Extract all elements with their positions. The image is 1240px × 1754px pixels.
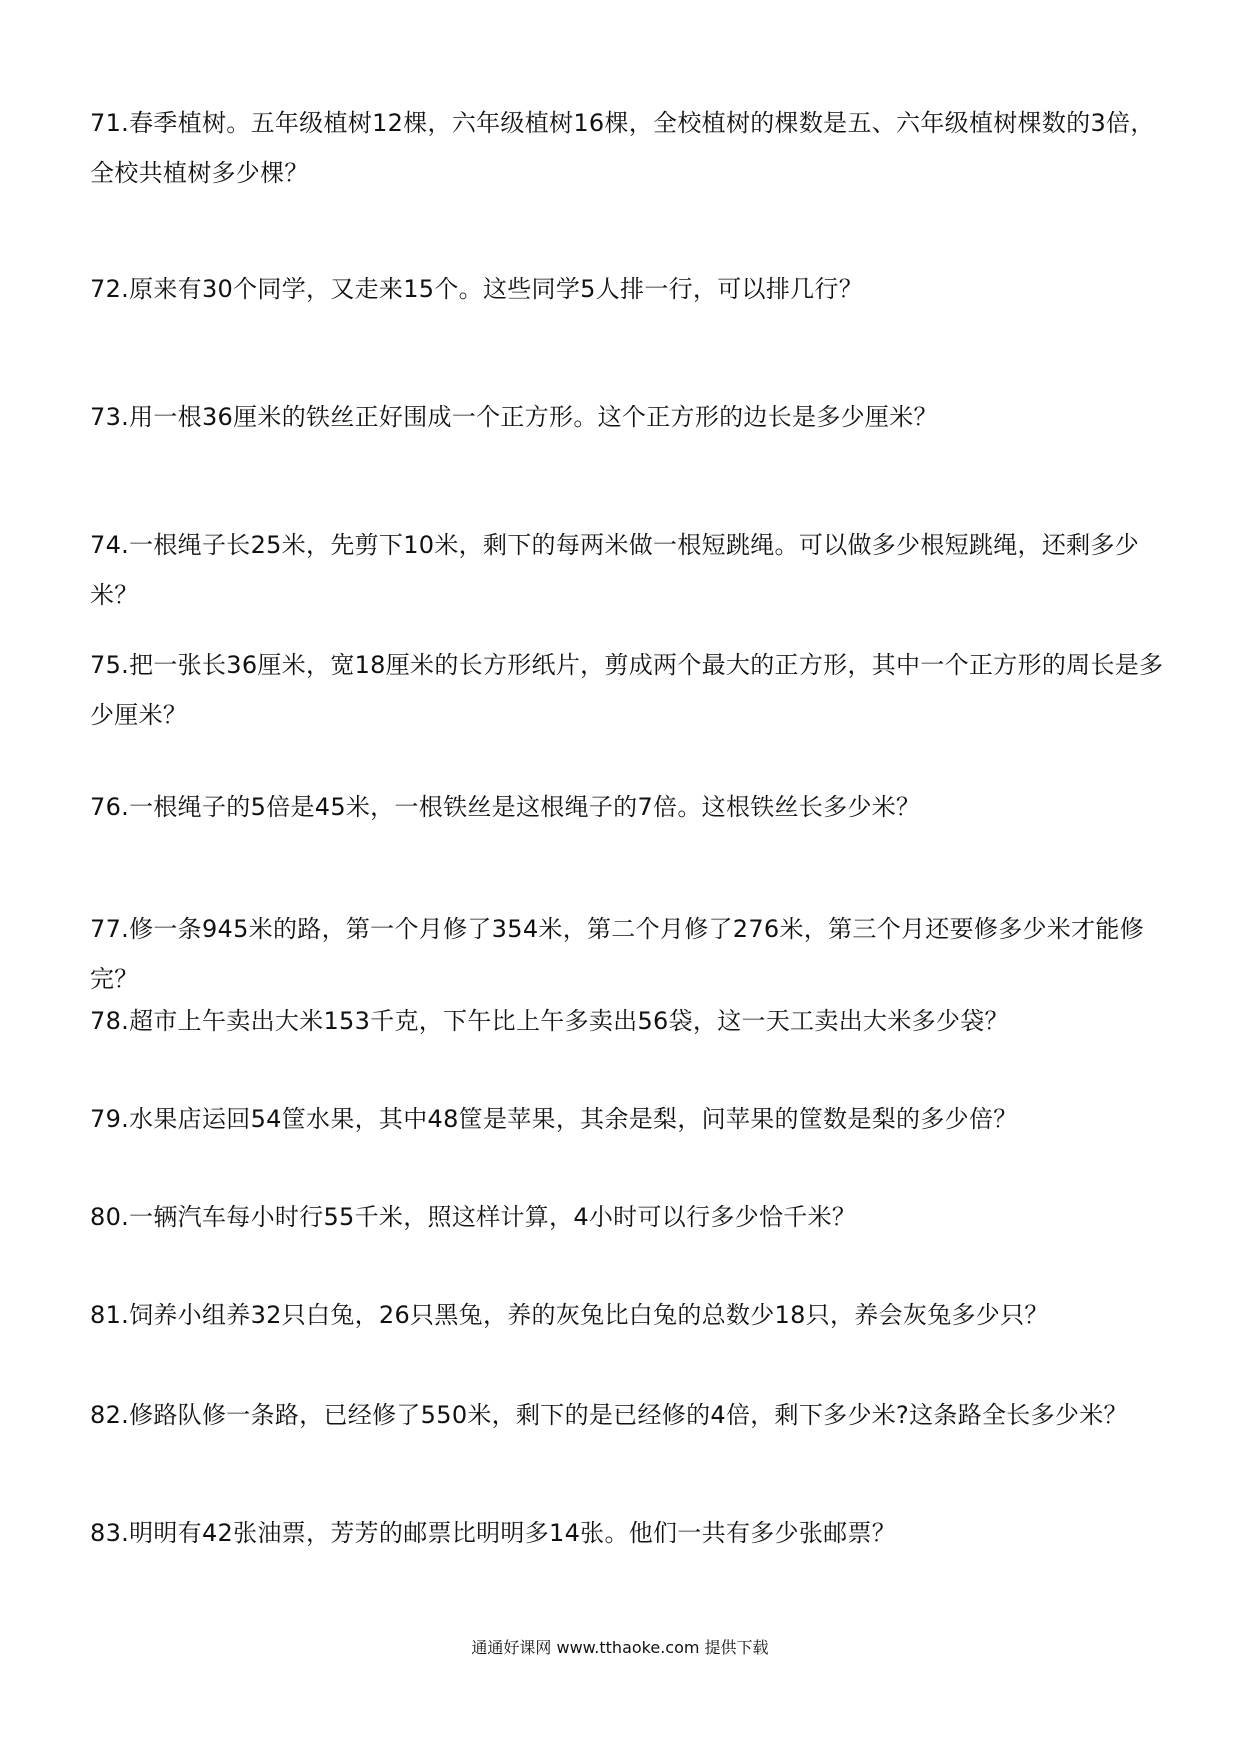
problem-number: 83.	[90, 1519, 130, 1547]
problem-78	[90, 996, 1170, 1046]
problem-number: 79.	[90, 1105, 130, 1133]
problem-number: 80.	[90, 1203, 130, 1231]
problem-74	[90, 520, 1170, 620]
problem-82	[90, 1390, 1170, 1440]
problem-number: 77.	[90, 915, 130, 943]
problem-text: 用一根36厘米的铁丝正好围成一个正方形。这个正方形的边长是多少厘米？	[129, 403, 938, 431]
problem-79	[90, 1094, 1170, 1144]
problem-text: 一根绳子长25米，先剪下10米，剩下的每两米做一根短跳绳。可以做多少根短跳绳，还剩多少米？	[90, 531, 1140, 609]
problem-text: 水果店运回54筐水果，其中48筐是苹果，其余是梨，问苹果的筐数是梨的多少倍？	[129, 1105, 1018, 1133]
problem-71	[90, 98, 1170, 198]
problem-text: 一辆汽车每小时行55千米，照这样计算，4小时可以行多少恰千米？	[129, 1203, 857, 1231]
problem-text: 原来有30个同学，又走来15个。这些同学5人排一行，可以排几行？	[129, 275, 864, 303]
problem-77	[90, 904, 1170, 1004]
problem-text: 超市上午卖出大米153千克，下午比上午多卖出56袋，这一天工卖出大米多少袋？	[129, 1007, 1009, 1035]
problem-80	[90, 1192, 1170, 1242]
problem-text: 修路队修一条路，已经修了550米，剩下的是已经修的4倍，剩下多少米?这条路全长多少米？	[129, 1401, 1128, 1429]
problem-83	[90, 1508, 1170, 1558]
problem-text: 明明有42张油票，芳芳的邮票比明明多14张。他们一共有多少张邮票？	[129, 1519, 897, 1547]
problem-text: 把一张长36厘米，宽18厘米的长方形纸片，剪成两个最大的正方形，其中一个正方形的周长是多少厘米？	[90, 651, 1164, 729]
problem-73	[90, 392, 1170, 442]
problem-number: 81.	[90, 1301, 130, 1329]
problem-number: 75.	[90, 651, 130, 679]
problem-number: 73.	[90, 403, 130, 431]
page-footer: 通通好课网 www.tthaoke.com 提供下载	[471, 1638, 769, 1657]
problem-75	[90, 640, 1170, 740]
problem-text: 春季植树。五年级植树12棵，六年级植树16棵，全校植树的棵数是五、六年级植树棵数的3倍，全校共植树多少棵？	[90, 109, 1155, 187]
problem-number: 82.	[90, 1401, 130, 1429]
problem-72	[90, 264, 1170, 314]
problem-number: 74.	[90, 531, 130, 559]
problem-text: 一根绳子的5倍是45米，一根铁丝是这根绳子的7倍。这根铁丝长多少米？	[129, 793, 921, 821]
problem-number: 71.	[90, 109, 130, 137]
problem-text: 修一条945米的路，第一个月修了354米，第二个月修了276米，第三个月还要修多少米才能修完？	[90, 915, 1145, 993]
problem-number: 72.	[90, 275, 130, 303]
problem-number: 76.	[90, 793, 130, 821]
problem-text: 饲养小组养32只白兔，26只黑兔，养的灰兔比白兔的总数少18只，养会灰兔多少只？	[129, 1301, 1049, 1329]
problem-number: 78.	[90, 1007, 130, 1035]
problem-81	[90, 1290, 1170, 1340]
problem-76	[90, 782, 1170, 832]
